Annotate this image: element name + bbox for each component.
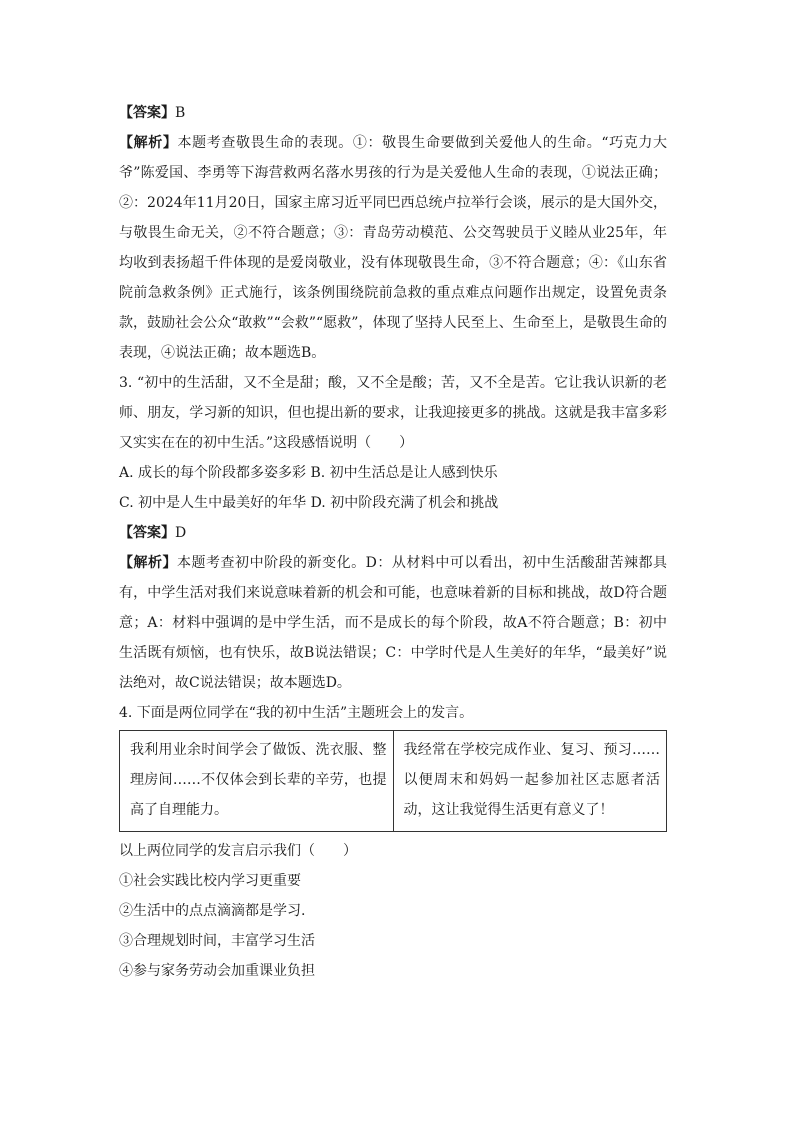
- q4-item-3: ③合理规划时间，丰富学习生活: [119, 933, 315, 949]
- q4-item-4: ④参与家务劳动会加重课业负担: [119, 963, 315, 979]
- answer-value: B: [175, 105, 186, 121]
- speech-right: 我经常在学校完成作业、复习、预习……以便周末和妈妈一起参加社区志愿者活动，这让我觉得生活更有意义了！: [393, 731, 667, 832]
- q3-analysis: [119, 548, 667, 698]
- q4-item-1: ①社会实践比校内学习更重要: [119, 873, 301, 889]
- q3-options-row-2: C. 初中是人生中最美好的年华 D. 初中阶段充满了机会和挑战: [119, 495, 499, 511]
- speech-row: [120, 731, 667, 832]
- answer-value: D: [175, 525, 187, 541]
- q4-question: 以上两位同学的发言启示我们（ ）: [119, 843, 357, 859]
- speech-left: 我利用业余时间学会了做饭、洗衣服、整理房间……不仅体会到长辈的辛劳，也提高了自理能力。: [120, 731, 394, 832]
- q3-options-row-1: A. 成长的每个阶段都多姿多彩 B. 初中生活总是让人感到快乐: [119, 465, 498, 481]
- answer-tag: 【答案】: [119, 525, 175, 541]
- analysis-tag: 【解析】: [119, 555, 178, 571]
- analysis-text: 本题考查初中阶段的新变化。D：从材料中可以看出，初中生活酸甜苦辣都具有，中学生活对我们来说意味着新的机会和可能，也意味着新的目标和挑战，故D符合题意；A：材料中强调的是中学生活，而不是成长的每个阶段，故A不符合题意；B：初中生活既有烦恼，也有快乐，故B说法错误；C：中学时代是人生美好的年华，“最美好”说法绝对，故C说法错误；故本题选D。: [119, 555, 667, 691]
- analysis-tag: 【解析】: [119, 135, 178, 151]
- answer-tag: 【答案】: [119, 105, 175, 121]
- q3-stem: 3. “初中的生活甜，又不全是甜；酸，又不全是酸；苦，又不全是苦。它让我认识新的老师、朋友，学习新的知识，但也提出新的要求，让我迎接更多的挑战。这就是我丰富多彩又实实在在的初中生活。”这段感悟说明（ ）: [119, 375, 667, 451]
- analysis-text: 本题考查敬畏生命的表现。①：敬畏生命要做到关爱他人的生命。“巧克力大爷”陈爱国、李勇等下海营救两名落水男孩的行为是关爱他人生命的表现，①说法正确；②：2024年11月20日，国家主席习近平同巴西总统卢拉举行会谈，展示的是大国外交，与敬畏生命无关，②不符合题意；③：青岛劳动模范、公交驾驶员于义睦从业25年，年均收到表扬超千件体现的是爱岗敬业，没有体现敬畏生命，③不符合题意；④：《山东省院前急救条例》正式施行，该条例围绕院前急救的重点难点问题作出规定，设置免责条款，鼓励社会公众“敢救”“会救”“愿救”，体现了坚持人民至上、生命至上，是敬畏生命的表现，④说法正确；故本题选B。: [119, 135, 668, 361]
- speech-table: [119, 730, 667, 832]
- q3-answer: [119, 518, 667, 548]
- q4-item-2: ②生活中的点点滴滴都是学习.: [119, 903, 306, 919]
- document-page: [119, 98, 667, 986]
- q4-stem: 4. 下面是两位同学在“我的初中生活”主题班会上的发言。: [119, 705, 474, 721]
- q2-analysis: [119, 128, 667, 368]
- q2-answer: [119, 98, 667, 128]
